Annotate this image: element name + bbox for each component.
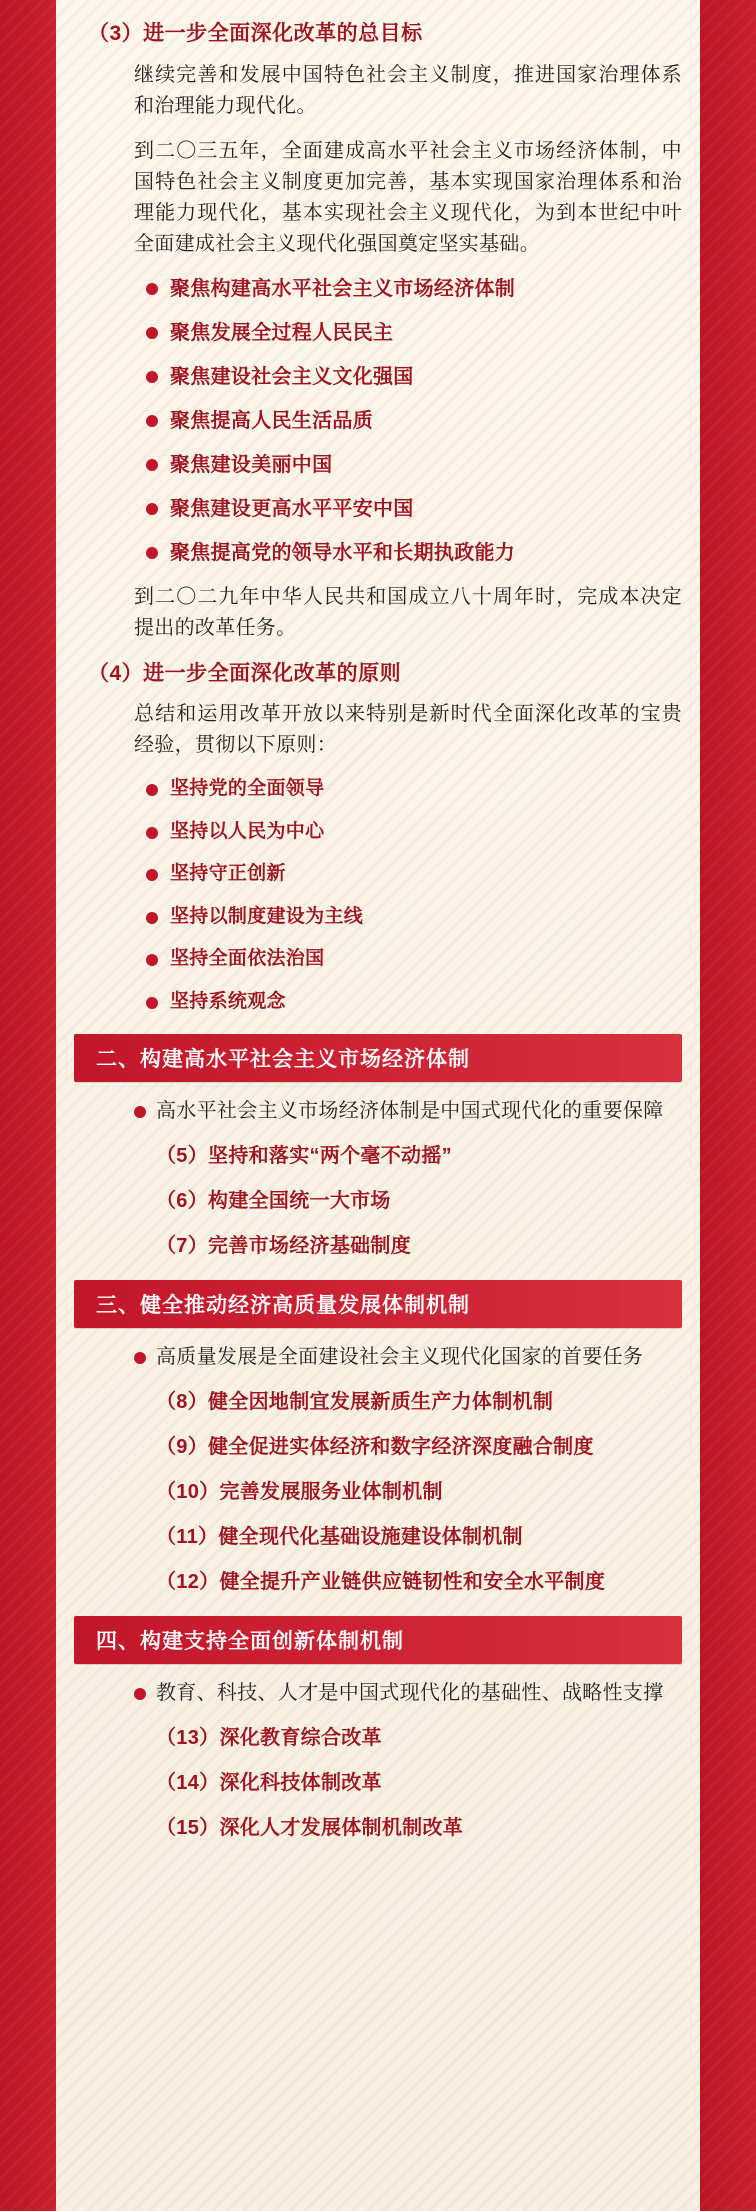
bullet-dot-icon bbox=[146, 547, 158, 559]
bullet-dot-icon bbox=[146, 912, 158, 924]
section-header-four: 四、构建支持全面创新体制机制 bbox=[74, 1616, 682, 1664]
list-item-label: 高质量发展是全面建设社会主义现代化国家的首要任务 bbox=[156, 1346, 644, 1368]
list-item bbox=[170, 903, 682, 932]
list-item bbox=[134, 1096, 682, 1127]
list-item bbox=[170, 318, 682, 348]
heading-goal: （3）进一步全面深化改革的总目标 bbox=[88, 22, 423, 45]
list-item-label: （6）构建全国统一大市场 bbox=[156, 1190, 391, 1212]
section-header-two: 二、构建高水平社会主义市场经济体制 bbox=[74, 1034, 682, 1082]
list-item bbox=[134, 1477, 682, 1508]
list-item bbox=[170, 362, 682, 392]
list-item bbox=[170, 945, 682, 974]
list-item-label: 聚焦建设美丽中国 bbox=[170, 453, 333, 476]
list-item bbox=[134, 1723, 682, 1754]
list-item-label: （14）深化科技体制改革 bbox=[156, 1772, 382, 1794]
item-list-section-four bbox=[74, 1678, 682, 1844]
list-item bbox=[134, 1231, 682, 1262]
list-item-label: 坚持守正创新 bbox=[170, 863, 286, 884]
list-item-label: 聚焦建设更高水平平安中国 bbox=[170, 497, 414, 520]
list-item-label: 坚持以制度建设为主线 bbox=[170, 905, 364, 927]
list-item-label: 聚焦提高党的领导水平和长期执政能力 bbox=[170, 541, 516, 564]
list-item-label: （12）健全提升产业链供应链韧性和安全水平制度 bbox=[156, 1571, 606, 1593]
list-item bbox=[134, 1567, 682, 1598]
list-item bbox=[170, 538, 682, 568]
list-item bbox=[134, 1432, 682, 1463]
list-item-label: 坚持系统观念 bbox=[170, 990, 286, 1012]
item-list-section-two bbox=[74, 1096, 682, 1262]
list-item bbox=[170, 860, 682, 889]
bullet-dot-icon bbox=[146, 371, 158, 383]
list-item-label: 聚焦提高人民生活品质 bbox=[170, 409, 373, 432]
left-border-decoration bbox=[0, 0, 56, 2211]
list-item bbox=[170, 775, 682, 804]
list-item bbox=[170, 274, 682, 304]
list-item bbox=[170, 494, 682, 524]
list-item-label: （7）完善市场经济基础制度 bbox=[156, 1235, 412, 1257]
list-item-label: （10）完善发展服务业体制机制 bbox=[156, 1481, 443, 1503]
bullet-dot-icon bbox=[146, 997, 158, 1009]
bullet-dot-icon bbox=[146, 784, 158, 796]
list-item bbox=[134, 1387, 682, 1418]
list-item-label: 高水平社会主义市场经济体制是中国式现代化的重要保障 bbox=[156, 1100, 664, 1122]
list-item bbox=[170, 450, 682, 480]
bullet-dot-icon bbox=[146, 869, 158, 881]
list-item-label: 坚持全面依法治国 bbox=[170, 948, 325, 969]
bullet-dot-icon bbox=[146, 327, 158, 339]
list-item-label: 教育、科技、人才是中国式现代化的基础性、战略性支撑 bbox=[156, 1682, 664, 1704]
list-item-label: （9）健全促进实体经济和数字经济深度融合制度 bbox=[156, 1436, 594, 1458]
right-border-decoration bbox=[700, 0, 756, 2211]
bullet-dot-icon bbox=[134, 1688, 146, 1700]
bullet-dot-icon bbox=[146, 503, 158, 515]
list-item-label: （13）深化教育综合改革 bbox=[156, 1727, 382, 1749]
paragraph-goal-3: 到二〇二九年中华人民共和国成立八十周年时，完成本决定提出的改革任务。 bbox=[134, 585, 682, 639]
list-item-label: 聚焦建设社会主义文化强国 bbox=[170, 365, 414, 388]
bullet-dot-icon bbox=[146, 283, 158, 295]
paragraph-goal-2: 到二〇三五年，全面建成高水平社会主义市场经济体制，中国特色社会主义制度更加完善，基本实现国家治理体系和治理能力现代化，基本实现社会主义现代化，为到本世纪中叶全面建成社会主义现代化强国奠定坚实基础。 bbox=[134, 139, 682, 255]
bullet-dot-icon bbox=[134, 1106, 146, 1118]
document-sheet bbox=[56, 0, 700, 2211]
list-item bbox=[134, 1141, 682, 1172]
list-item-label: （15）深化人才发展体制机制改革 bbox=[156, 1817, 464, 1839]
bullet-list-focus bbox=[74, 274, 682, 568]
heading-principles: （4）进一步全面深化改革的原则 bbox=[88, 661, 402, 685]
bullet-dot-icon bbox=[146, 459, 158, 471]
list-item bbox=[134, 1522, 682, 1553]
bullet-list-principles bbox=[74, 775, 682, 1016]
list-item bbox=[170, 406, 682, 436]
bullet-dot-icon bbox=[146, 415, 158, 427]
list-item bbox=[134, 1768, 682, 1799]
bullet-dot-icon bbox=[146, 827, 158, 839]
list-item bbox=[134, 1186, 682, 1217]
list-item bbox=[134, 1678, 682, 1709]
list-item-label: 聚焦构建高水平社会主义市场经济体制 bbox=[170, 277, 516, 300]
paragraph-principles-intro: 总结和运用改革开放以来特别是新时代全面深化改革的宝贵经验，贯彻以下原则： bbox=[134, 703, 682, 756]
list-item bbox=[170, 818, 682, 847]
list-item bbox=[134, 1813, 682, 1844]
list-item-label: （5）坚持和落实“两个毫不动摇” bbox=[156, 1145, 452, 1167]
bullet-dot-icon bbox=[146, 954, 158, 966]
section-header-three: 三、健全推动经济高质量发展体制机制 bbox=[74, 1280, 682, 1328]
list-item-label: （8）健全因地制宜发展新质生产力体制机制 bbox=[156, 1391, 554, 1413]
list-item-label: 坚持以人民为中心 bbox=[170, 820, 325, 842]
list-item-label: 聚焦发展全过程人民民主 bbox=[170, 321, 394, 344]
list-item bbox=[170, 988, 682, 1017]
list-item-label: （11）健全现代化基础设施建设体制机制 bbox=[156, 1526, 523, 1548]
list-item-label: 坚持党的全面领导 bbox=[170, 778, 325, 799]
paragraph-goal-1: 继续完善和发展中国特色社会主义制度，推进国家治理体系和治理能力现代化。 bbox=[134, 63, 682, 117]
item-list-section-three bbox=[74, 1342, 682, 1598]
bullet-dot-icon bbox=[134, 1352, 146, 1364]
list-item bbox=[134, 1342, 682, 1373]
